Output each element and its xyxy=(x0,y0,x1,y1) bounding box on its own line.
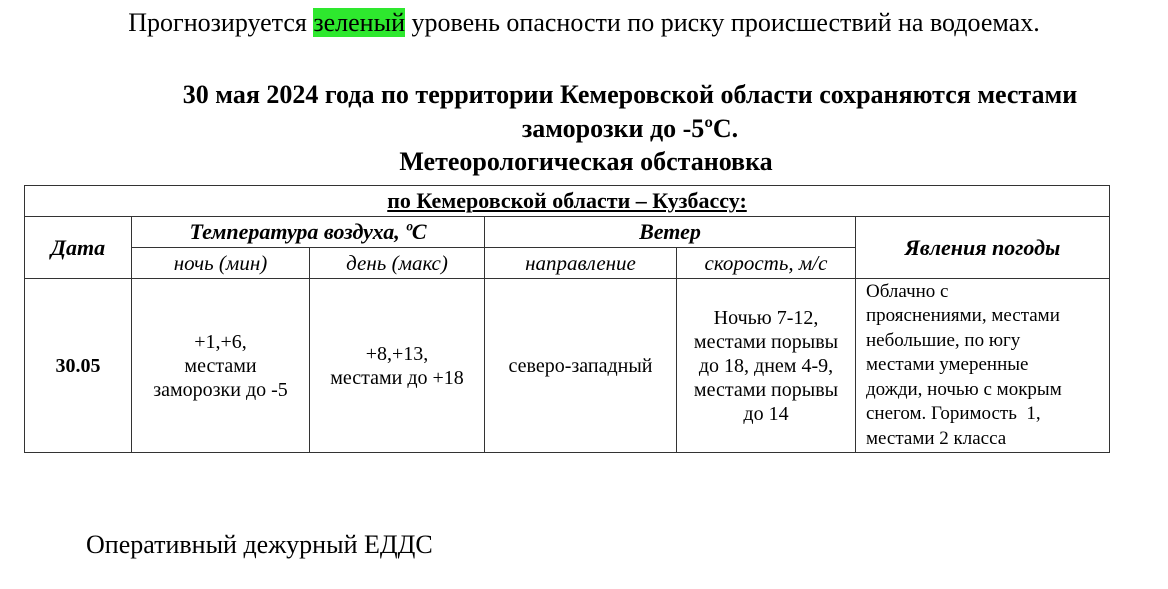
header-night: ночь (мин) xyxy=(132,248,310,279)
cell-line: Облачно с xyxy=(866,280,949,302)
table-row xyxy=(25,279,1110,453)
cell-wind-speed xyxy=(677,279,856,453)
cell-line: местами xyxy=(184,354,257,377)
cell-line: местами умеренные xyxy=(866,354,1029,376)
header-temperature: Температура воздуха, ºС xyxy=(132,217,485,248)
date-heading-line2 xyxy=(100,112,1160,146)
cell-line: +1,+6, xyxy=(194,330,247,353)
forecast-prefix: Прогнозируется xyxy=(128,8,314,37)
cell-day-temp xyxy=(310,279,485,453)
cell-line: Ночью 7-12, xyxy=(713,306,819,329)
cell-night-temp xyxy=(132,279,310,453)
cell-line: местами порывы xyxy=(693,330,839,353)
date-heading-line2-prefix: заморозки до -5 xyxy=(521,114,705,143)
cell-line: местами порывы xyxy=(693,378,839,401)
cell-line: дожди, ночью с мокрым xyxy=(866,378,1062,400)
cell-line: +8,+13, xyxy=(365,342,429,365)
degree-sign: º xyxy=(704,114,713,143)
date-heading xyxy=(100,78,1160,146)
cell-line: до 14 xyxy=(743,402,789,425)
forecast-line xyxy=(0,7,1168,39)
cell-line: прояснениями, местами xyxy=(866,305,1060,327)
forecast-suffix: уровень опасности по риску происшествий на водоемах. xyxy=(404,8,1040,37)
cell-line: до 18, днем 4-9, xyxy=(698,354,834,377)
danger-level-highlight: зеленый xyxy=(313,8,405,37)
cell-wind-direction: северо-западный xyxy=(485,279,677,453)
meteo-title: Метеорологическая обстановка xyxy=(399,147,773,176)
header-phenomena: Явления погоды xyxy=(856,217,1110,279)
header-wind: Ветер xyxy=(485,217,856,248)
date-heading-line2-suffix: С. xyxy=(712,114,739,143)
cell-date: 30.05 xyxy=(25,279,132,453)
header-direction: направление xyxy=(485,248,677,279)
meteo-table xyxy=(24,185,1110,453)
header-speed: скорость, м/с xyxy=(677,248,856,279)
region-title: по Кемеровской области – Кузбассу: xyxy=(25,186,1110,217)
cell-line: снегом. Горимость 1, xyxy=(866,403,1041,425)
cell-line: заморозки до -5 xyxy=(153,378,288,401)
cell-line: местами до +18 xyxy=(330,366,464,389)
cell-line: небольшие, по югу xyxy=(866,329,1021,351)
operator-signature: Оперативный дежурный ЕДДС xyxy=(86,530,433,559)
date-heading-line1: 30 мая 2024 года по территории Кемеровской области сохраняются местами xyxy=(182,80,1078,109)
cell-line: местами 2 класса xyxy=(866,427,1007,449)
header-date: Дата xyxy=(25,217,132,279)
header-day: день (макс) xyxy=(310,248,485,279)
cell-phenomena xyxy=(856,279,1110,453)
